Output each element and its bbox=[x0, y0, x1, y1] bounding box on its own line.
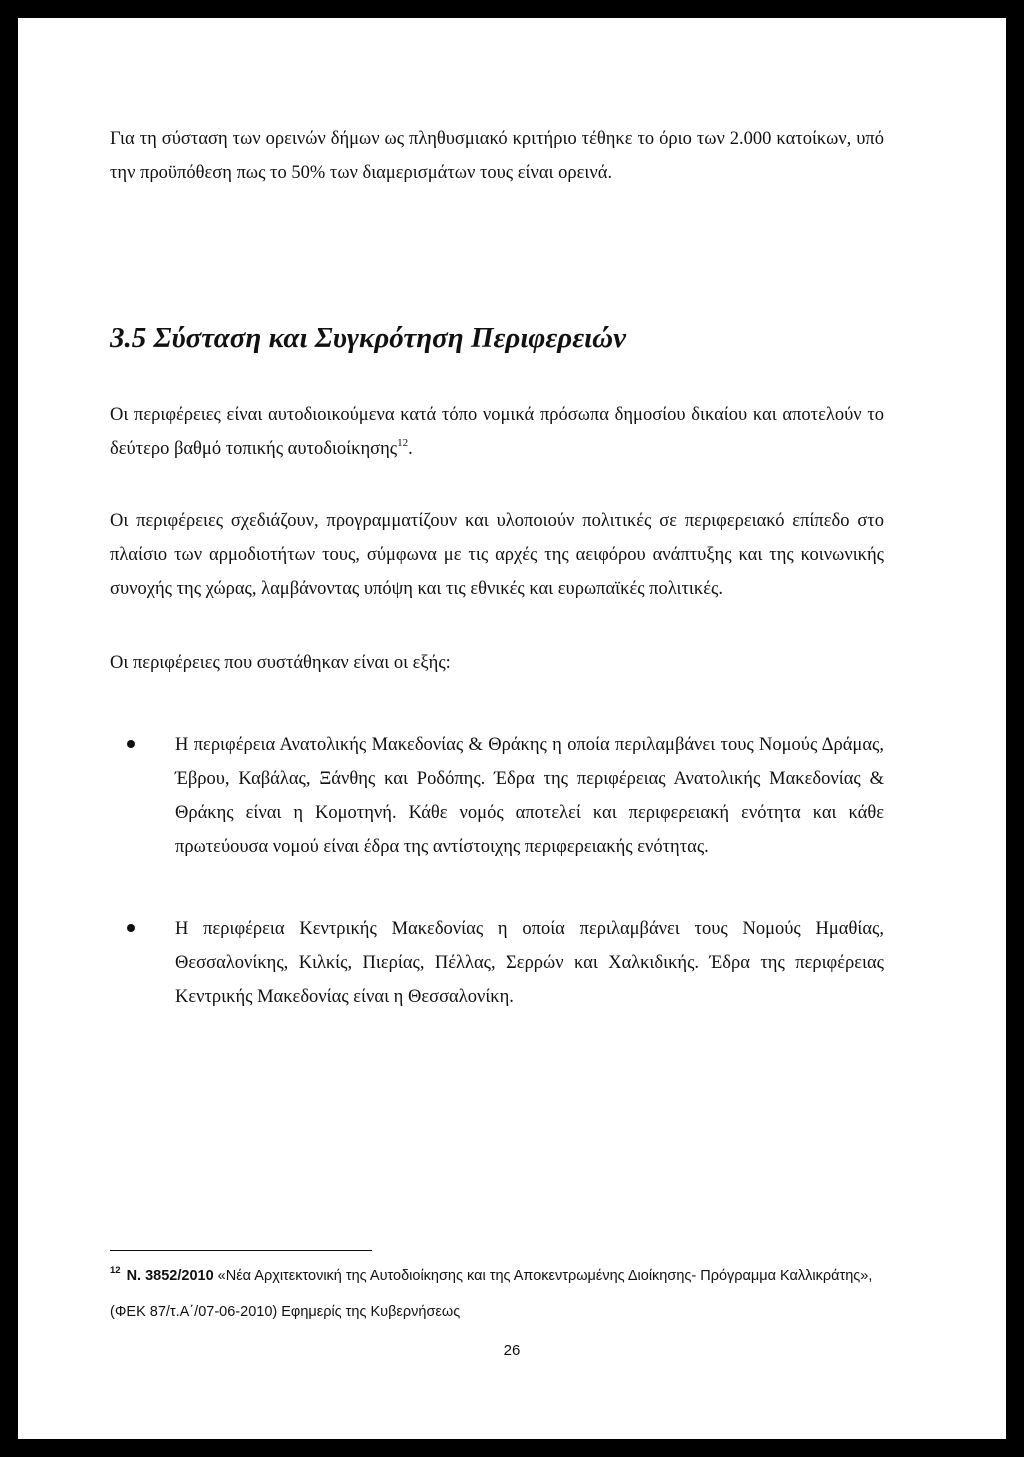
list-item bbox=[110, 728, 884, 864]
page-content bbox=[110, 122, 884, 1062]
paragraph-regions-policies: Οι περιφέρειες σχεδιάζουν, προγραμματίζουν και υλοποιούν πολιτικές σε περιφερειακό επίπεδο στο πλαίσιο των αρμοδιοτήτων τους, σύμφωνα με τις αρχές της αειφόρου ανάπτυξης και της κοινωνικής συνοχής της χώρας, λαμβάνοντας υπόψη και τις εθνικές και ευρωπαϊκές πολιτικές. bbox=[110, 511, 884, 599]
paragraph-regions-definition-text: Οι περιφέρειες είναι αυτοδιοικούμενα κατά τόπο νομικά πρόσωπα δημοσίου δικαίου και αποτελούν το δεύτερο βαθμό τοπικής αυτοδιοίκησης bbox=[110, 405, 884, 459]
bullet-icon bbox=[127, 740, 135, 748]
footnote-law: Ν. 3852/2010 bbox=[126, 1268, 214, 1284]
list-item-text: Η περιφέρεια Κεντρικής Μακεδονίας η οποία περιλαμβάνει τους Νομούς Ημαθίας, Θεσσαλονίκης, Κιλκίς, Πιερίας, Πέλλας, Σερρών και Χαλκιδικής. Έδρα της περιφέρειας Κεντρικής Μακεδονίας είναι η Θεσσαλονίκη. bbox=[175, 919, 884, 1007]
footnote bbox=[110, 1258, 890, 1330]
footnote-divider bbox=[110, 1250, 372, 1251]
paragraph-regions-definition bbox=[110, 398, 884, 466]
paragraph-regions-list-intro: Οι περιφέρειες που συστάθηκαν είναι οι εξής: bbox=[110, 653, 451, 673]
bullet-icon bbox=[127, 924, 135, 932]
paragraph-period: . bbox=[408, 439, 413, 459]
list-item-text: Η περιφέρεια Ανατολικής Μακεδονίας & Θράκης η οποία περιλαμβάνει τους Νομούς Δράμας, Έβρου, Καβάλας, Ξάνθης και Ροδόπης. Έδρα της περιφέρειας Ανατολικής Μακεδονίας & Θράκης είναι η Κομοτηνή. Κάθε νομός αποτελεί και περιφερειακή ενότητα και κάθε πρωτεύουσα νομού είναι έδρα της αντίστοιχης περιφερειακής ενότητας. bbox=[175, 735, 884, 857]
paragraph-mountain-municipalities: Για τη σύσταση των ορεινών δήμων ως πληθυσμιακό κριτήριο τέθηκε το όριο των 2.000 κατοίκων, υπό την προϋπόθεση πως το 50% των διαμερισμάτων τους είναι ορεινά. bbox=[110, 129, 884, 183]
section-heading: 3.5 Σύσταση και Συγκρότηση Περιφερειών bbox=[110, 322, 626, 354]
footnote-reference[interactable]: 12 bbox=[397, 437, 409, 449]
list-item bbox=[110, 912, 884, 1014]
footnote-number: 12 bbox=[110, 1265, 121, 1276]
page-number: 26 bbox=[503, 1342, 521, 1359]
document-page bbox=[18, 18, 1006, 1439]
regions-list bbox=[110, 728, 884, 1014]
footnote-text: «Νέα Αρχιτεκτονική της Αυτοδιοίκησης και της Αποκεντρωμένης Διοίκησης- Πρόγραμμα Καλλικράτης», (ΦΕΚ 87/τ.Α΄/07-06-2010) Εφημερίς της Κυβερνήσεως bbox=[110, 1268, 873, 1320]
